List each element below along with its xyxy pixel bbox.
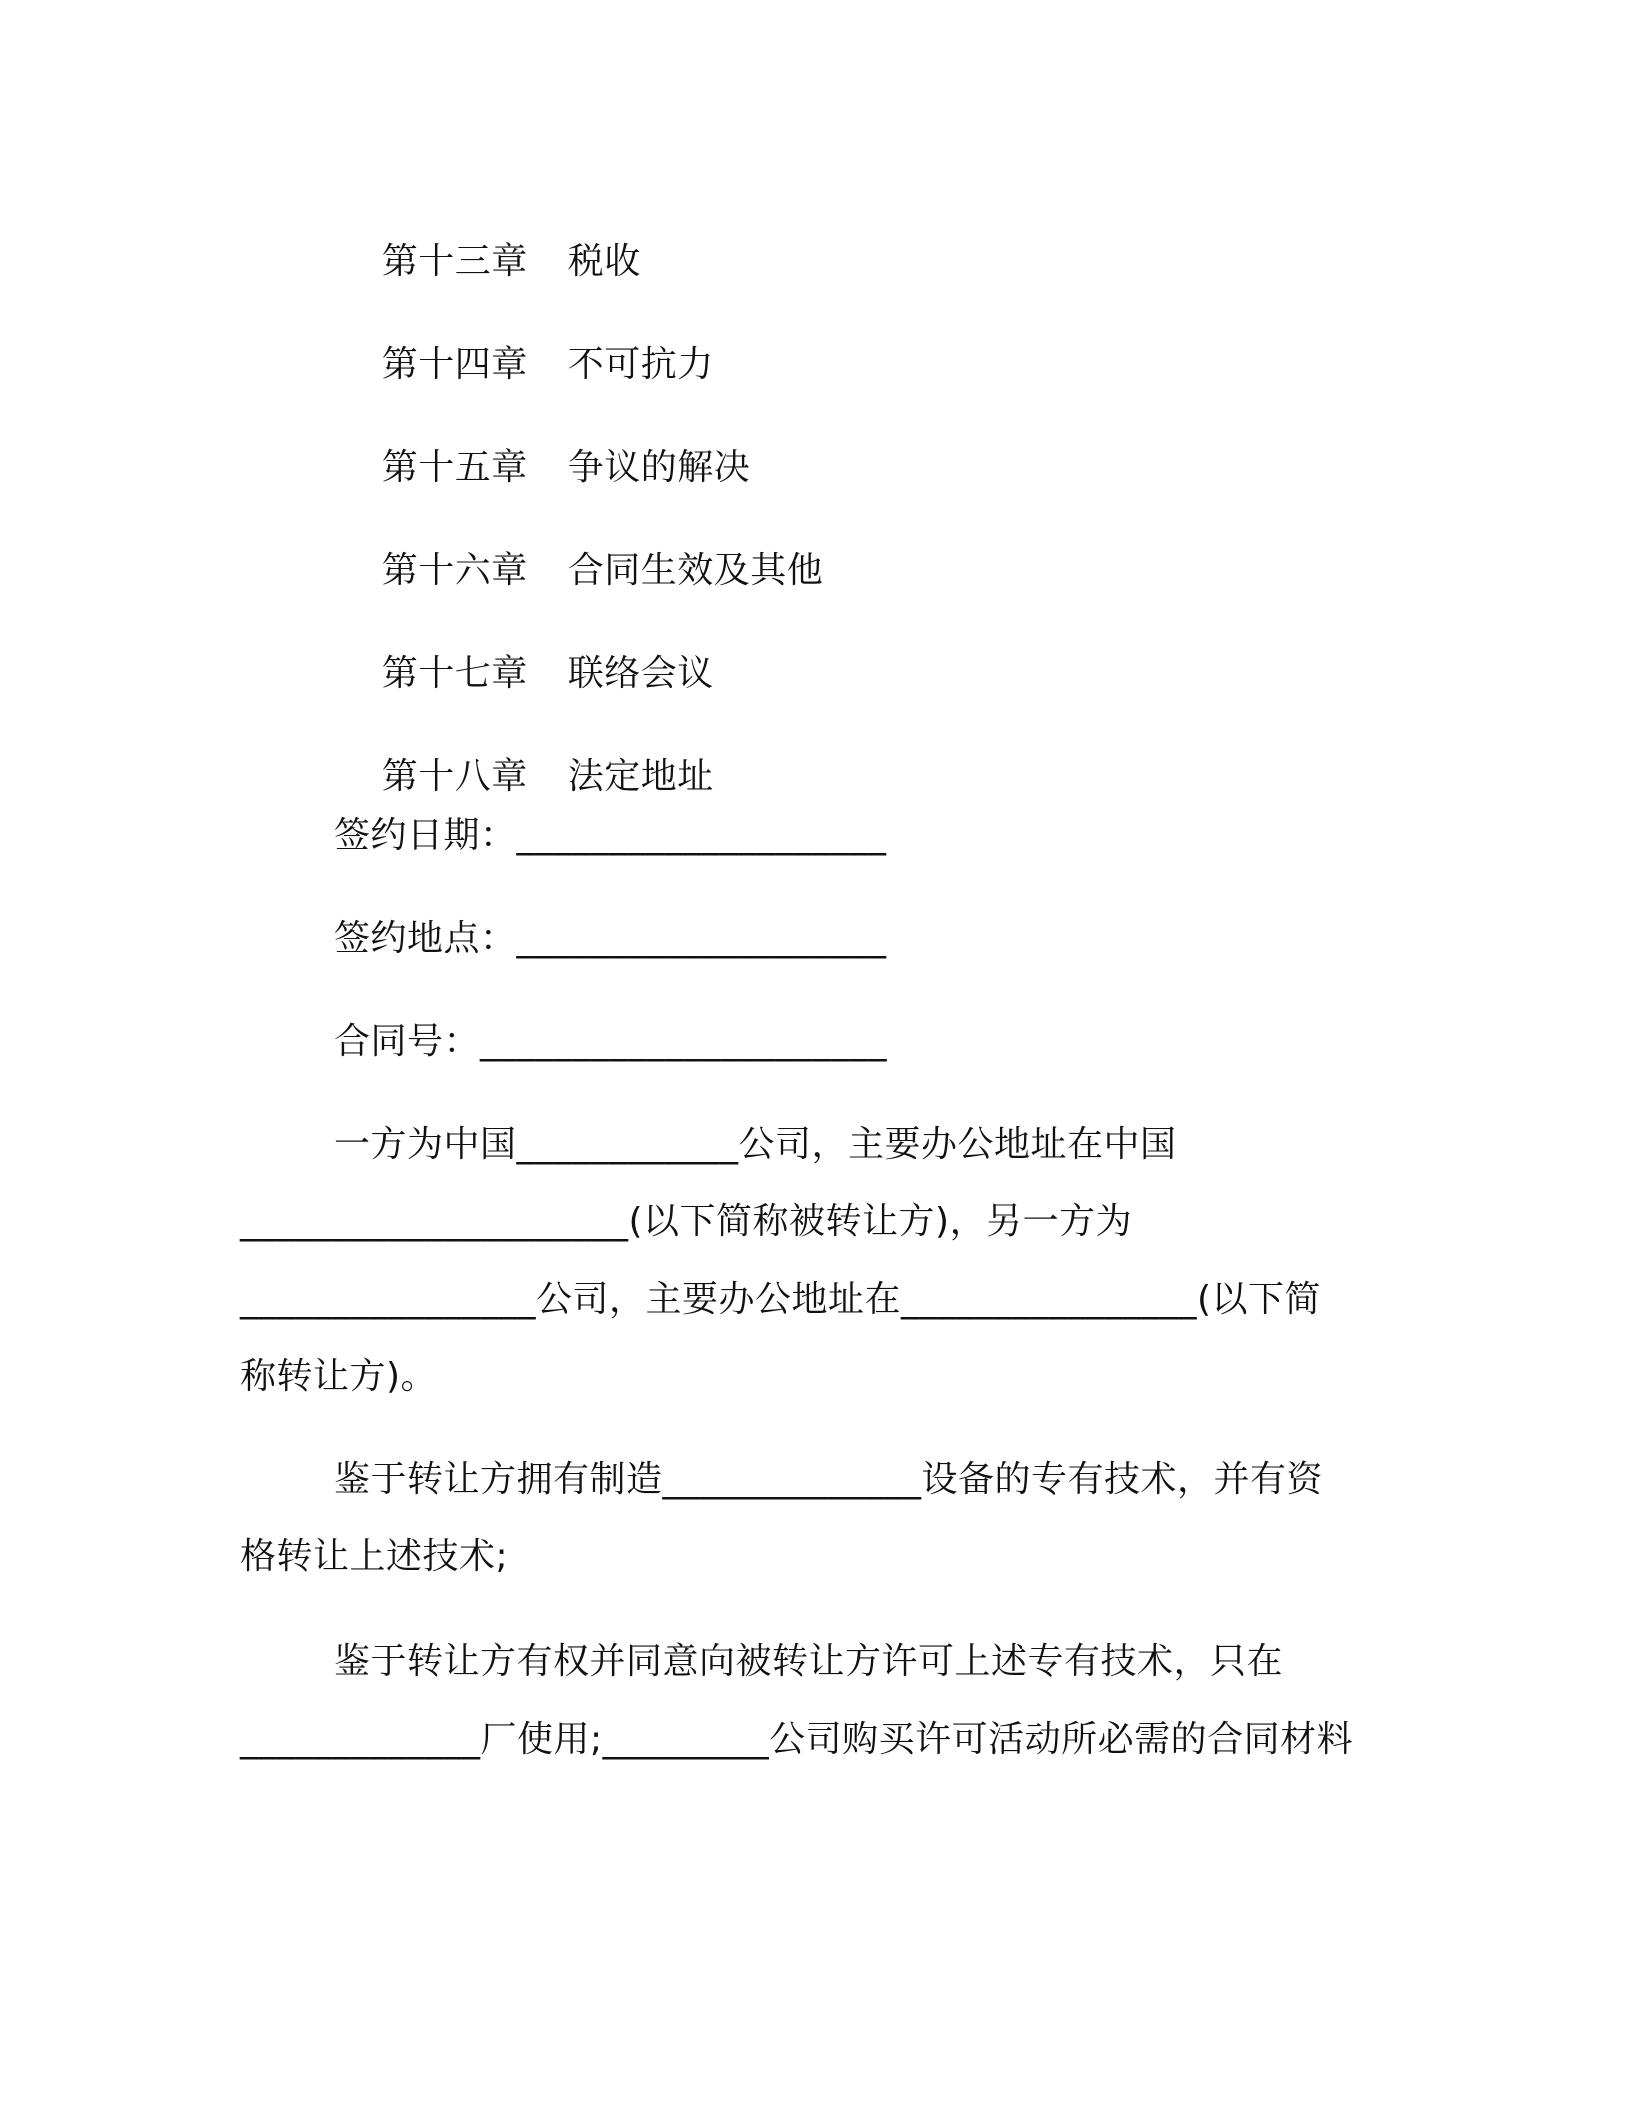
paragraph-whereas-2-line-1: 鉴于转让方有权并同意向被转让方许可上述专有技术，只在	[334, 1641, 1284, 1682]
sign-date-field: 签约日期：____________________	[334, 815, 887, 856]
toc-chapter-number: 第十八章	[381, 756, 528, 797]
toc-chapter-title: 争议的解决	[567, 447, 751, 488]
toc-chapter-number: 第十五章	[381, 447, 528, 488]
toc-chapter-title: 法定地址	[567, 756, 714, 797]
toc-chapter-number: 第十四章	[381, 344, 528, 385]
toc-chapter-title: 税收	[567, 241, 641, 282]
toc-chapter-number: 第十三章	[381, 241, 528, 282]
contract-number-field: 合同号：______________________	[334, 1021, 888, 1062]
paragraph-parties-line-4: 称转让方)。	[240, 1356, 438, 1397]
paragraph-parties-line-3: ________________公司，主要办公地址在________________(以下简	[240, 1279, 1322, 1320]
toc-chapter-number: 第十六章	[381, 550, 528, 591]
paragraph-whereas-2-line-2: _____________厂使用;_________公司购买许可活动所必需的合同材料	[240, 1719, 1354, 1760]
toc-chapter-title: 合同生效及其他	[567, 550, 824, 591]
paragraph-whereas-1-line-1: 鉴于转让方拥有制造______________设备的专有技术，并有资	[334, 1459, 1324, 1500]
paragraph-parties-line-2: _____________________(以下简称被转让方)，另一方为	[240, 1201, 1133, 1242]
paragraph-whereas-1-line-2: 格转让上述技术;	[240, 1536, 509, 1577]
toc-chapter-title: 联络会议	[567, 653, 714, 694]
toc-chapter-number: 第十七章	[381, 653, 528, 694]
toc-chapter-title: 不可抗力	[567, 344, 714, 385]
sign-place-field: 签约地点：____________________	[334, 918, 887, 959]
paragraph-parties-line-1: 一方为中国____________公司，主要办公地址在中国	[334, 1124, 1177, 1165]
